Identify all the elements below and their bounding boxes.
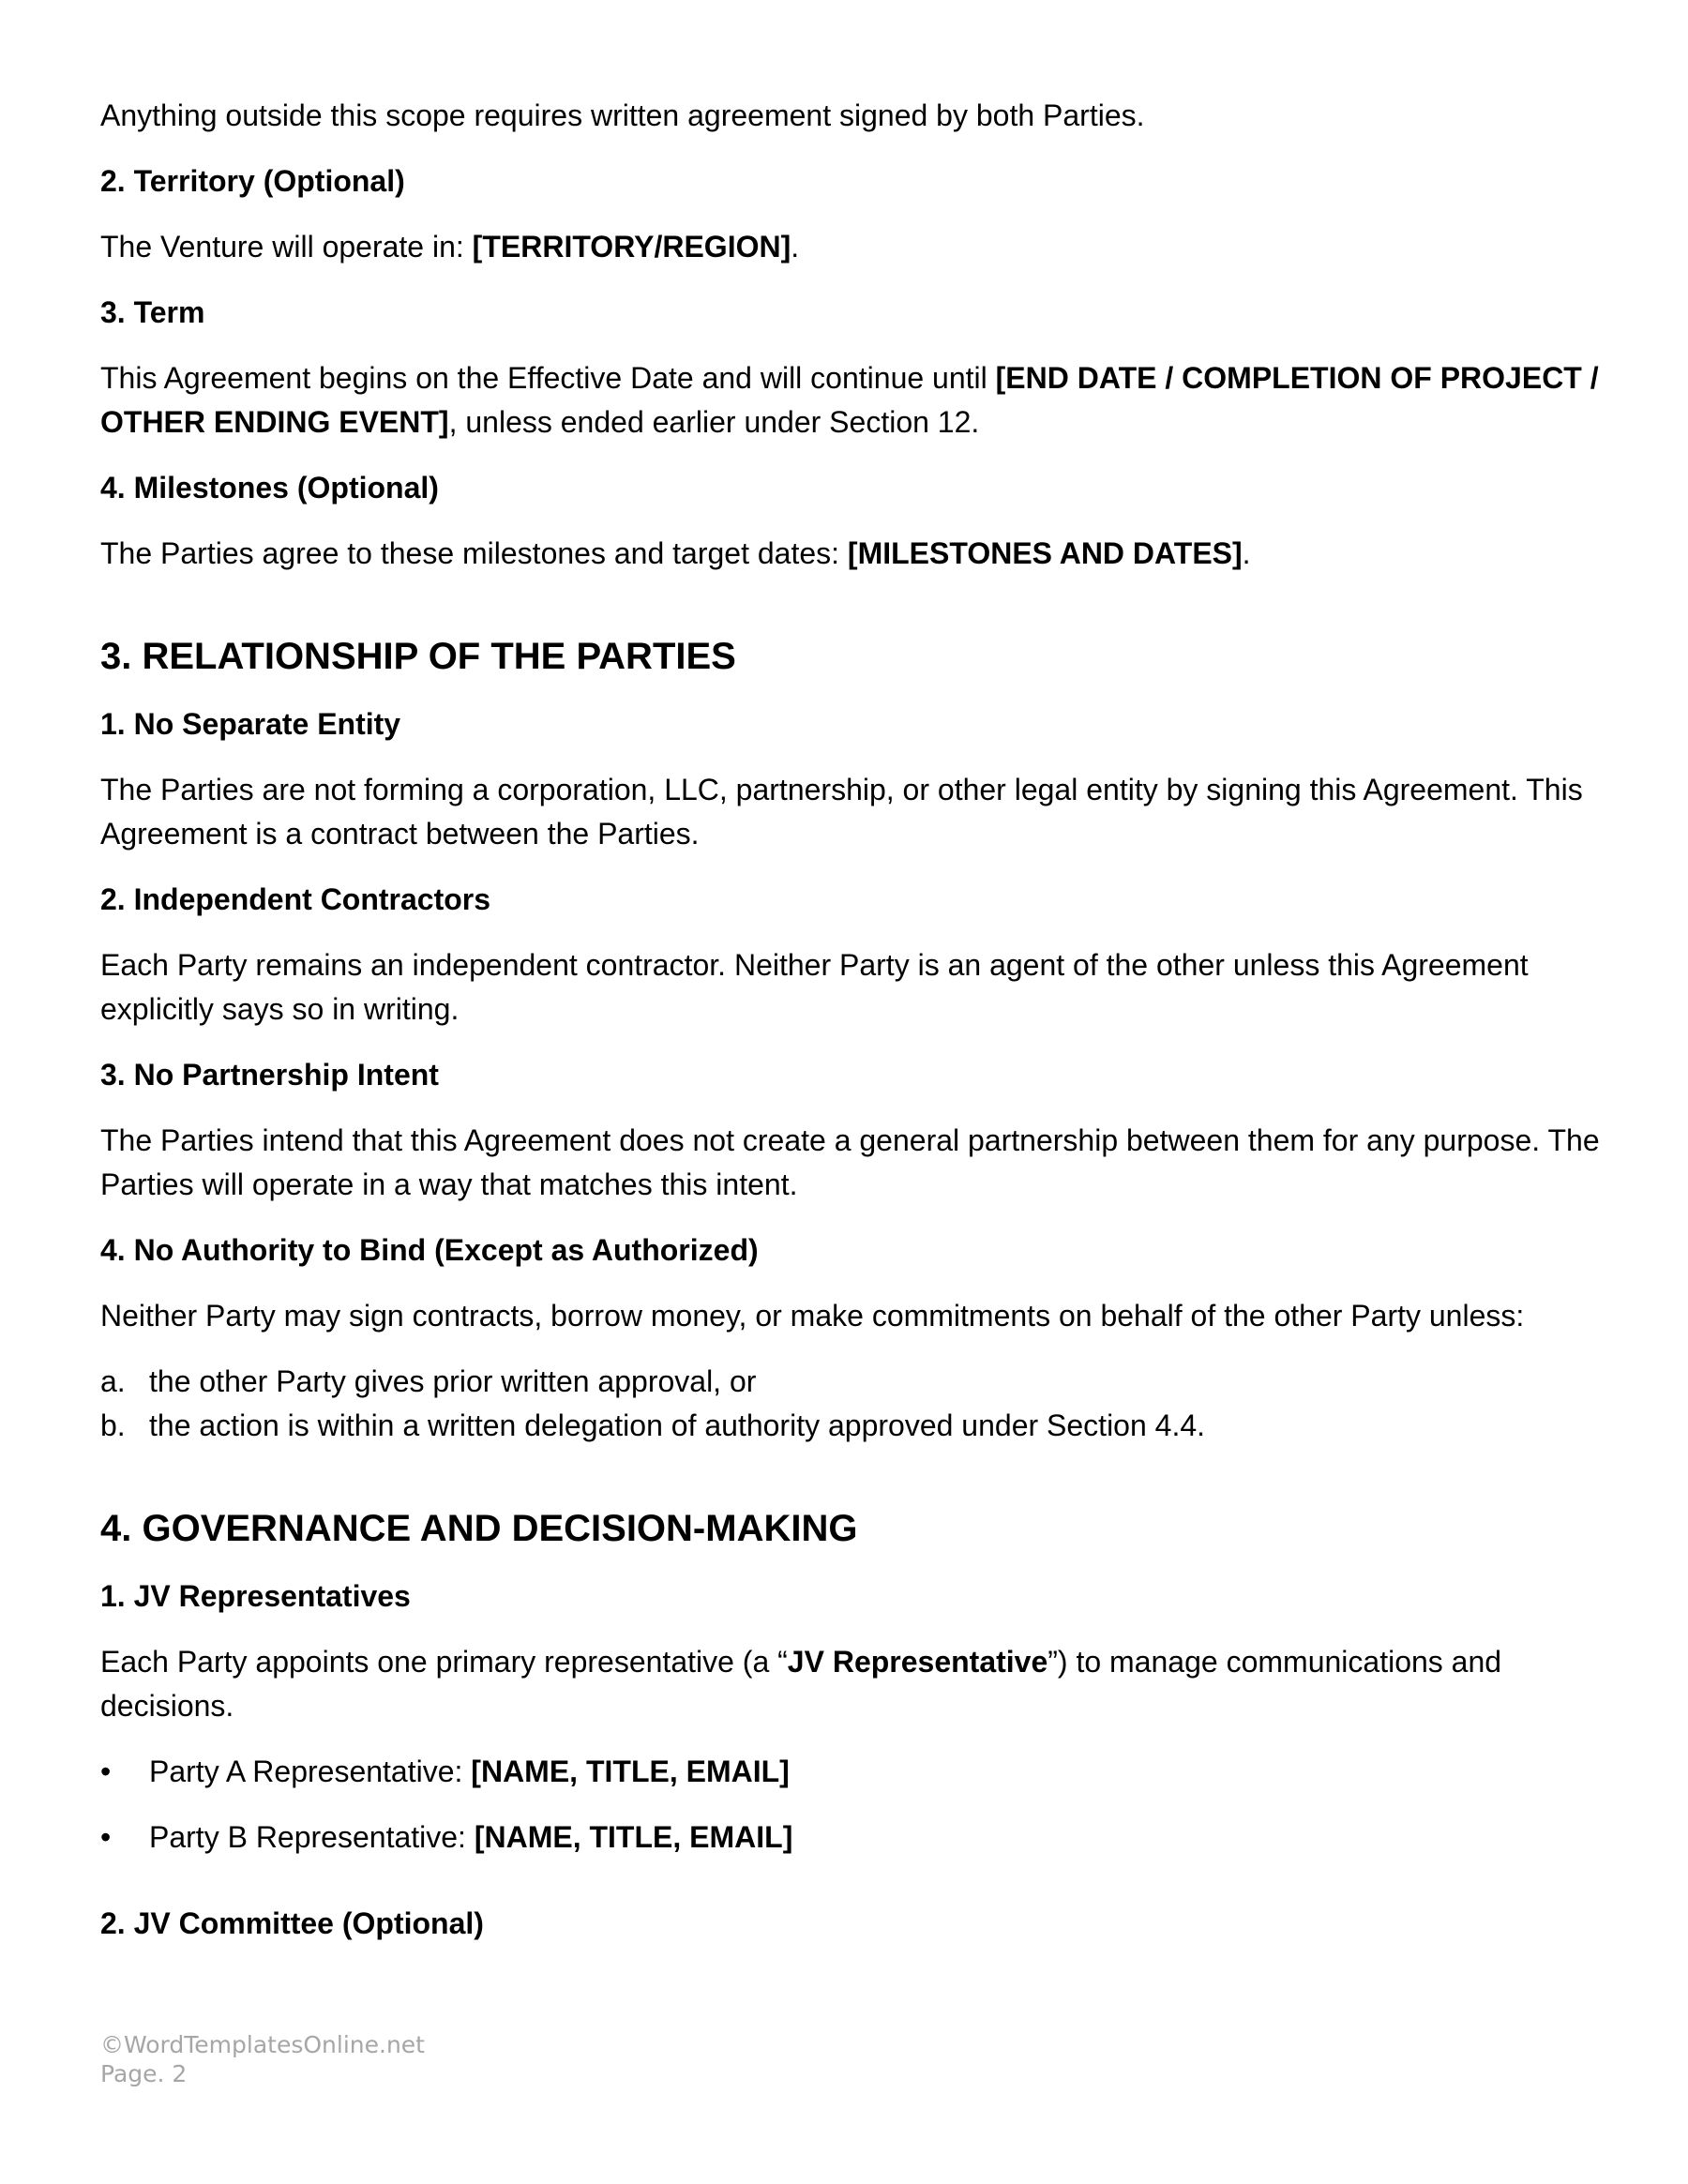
list-item-text (149, 1815, 792, 1860)
rep-label: Party B Representative: (149, 1820, 475, 1854)
authority-paragraph: Neither Party may sign contracts, borrow money, or make commitments on behalf of the other Party unless: (100, 1299, 1525, 1333)
rep-label: Party A Representative: (149, 1755, 472, 1788)
milestones-text: The Parties agree to these milestones and target dates: (100, 536, 848, 570)
authority-list (100, 1360, 1601, 1448)
rep-placeholder: [NAME, TITLE, EMAIL] (474, 1820, 793, 1854)
representatives-list (100, 1750, 1601, 1860)
partnership-heading: 3. No Partnership Intent (100, 1058, 439, 1092)
list-item (100, 1404, 1601, 1448)
document-content (100, 94, 1601, 1967)
milestones-paragraph (100, 532, 1601, 576)
territory-text: The Venture will operate in: (100, 230, 473, 264)
bullet-icon: • (100, 1755, 112, 1788)
milestones-placeholder: [MILESTONES AND DATES] (847, 536, 1243, 570)
list-item (100, 1360, 1601, 1404)
term-placeholder: [END DATE / COMPLETION OF PROJECT / OTHER ENDING EVENT] (100, 361, 1599, 439)
term-text-end: , unless ended earlier under Section 12. (448, 405, 980, 439)
no-entity-paragraph: The Parties are not forming a corporation, LLC, partnership, or other legal entity by signing this Agreement. This Agreement is a contract between the Parties. (100, 773, 1583, 851)
term-paragraph (100, 356, 1601, 444)
territory-heading: 2. Territory (Optional) (100, 164, 405, 198)
list-marker: a. (100, 1364, 126, 1398)
list-item (100, 1815, 1601, 1860)
list-item-text: the other Party gives prior written approval, or (149, 1364, 757, 1398)
jv-committee-heading: 2. JV Committee (Optional) (100, 1906, 484, 1940)
contractors-heading: 2. Independent Contractors (100, 882, 491, 916)
term-text: This Agreement begins on the Effective Date and will continue until (100, 361, 996, 395)
reps-defined-term: JV Representative (787, 1645, 1048, 1679)
territory-period: . (791, 230, 800, 264)
copyright-text: ©WordTemplatesOnline.net (100, 2031, 425, 2058)
contractors-paragraph: Each Party remains an independent contractor. Neither Party is an agent of the other unless this Agreement explicitly says so in writing. (100, 948, 1529, 1026)
scope-paragraph: Anything outside this scope requires written agreement signed by both Parties. (100, 98, 1145, 132)
rep-placeholder: [NAME, TITLE, EMAIL] (471, 1755, 790, 1788)
territory-paragraph (100, 225, 1601, 269)
list-item-text: the action is within a written delegation of authority approved under Section 4.4. (149, 1408, 1206, 1442)
jv-representatives-paragraph (100, 1640, 1601, 1728)
milestones-period: . (1242, 536, 1251, 570)
reps-text-end: ”) to manage communications and decisions. (100, 1645, 1502, 1723)
list-item-text (149, 1750, 790, 1794)
partnership-paragraph: The Parties intend that this Agreement does not create a general partnership between them for any purpose. The Parties will operate in a way that matches this intent. (100, 1123, 1600, 1201)
bullet-icon: • (100, 1820, 112, 1854)
term-heading: 3. Term (100, 295, 205, 329)
milestones-heading: 4. Milestones (Optional) (100, 471, 439, 505)
authority-heading: 4. No Authority to Bind (Except as Authorized) (100, 1233, 759, 1267)
no-entity-heading: 1. No Separate Entity (100, 707, 401, 741)
list-marker: b. (100, 1408, 126, 1442)
page-number: Page. 2 (100, 2060, 188, 2087)
territory-placeholder: [TERRITORY/REGION] (472, 230, 791, 264)
relationship-section-title: 3. RELATIONSHIP OF THE PARTIES (100, 636, 736, 677)
jv-representatives-heading: 1. JV Representatives (100, 1579, 411, 1613)
governance-section-title: 4. GOVERNANCE AND DECISION-MAKING (100, 1508, 858, 1549)
reps-text: Each Party appoints one primary representative (a “ (100, 1645, 788, 1679)
list-item (100, 1750, 1601, 1794)
page-footer (100, 2030, 425, 2088)
